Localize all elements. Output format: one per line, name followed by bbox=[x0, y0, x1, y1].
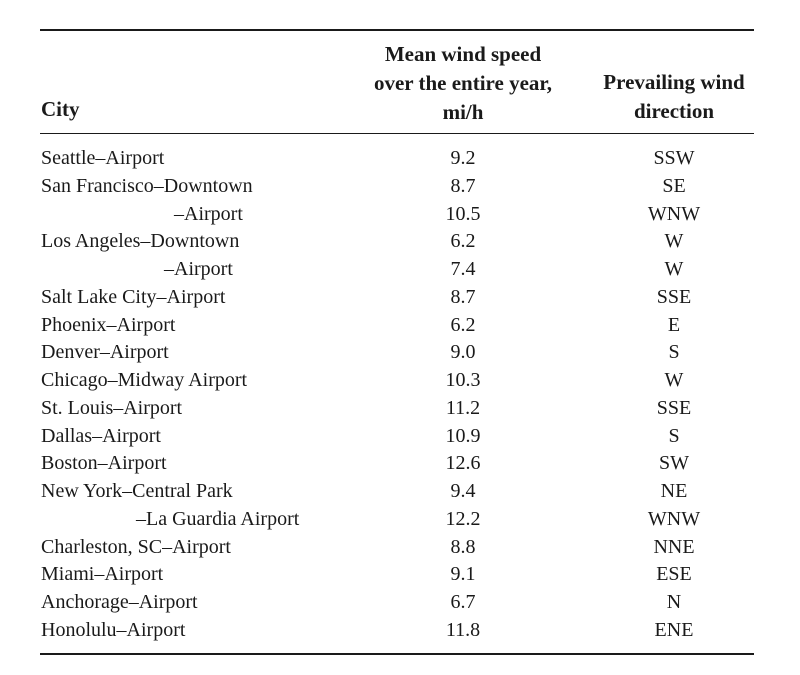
wind-speed-cell: 8.7 bbox=[450, 174, 476, 197]
city-cell: –Airport bbox=[164, 258, 233, 280]
wind-direction-cell: SSE bbox=[656, 285, 692, 308]
wind-direction-cell: S bbox=[668, 341, 680, 364]
wind-speed-cell: 11.8 bbox=[445, 618, 481, 641]
wind-direction-cell: SW bbox=[659, 452, 689, 475]
table-row bbox=[0, 534, 800, 562]
table-row bbox=[0, 201, 800, 229]
header-direction-line: Prevailing wind bbox=[603, 70, 745, 94]
city-cell: Honolulu–Airport bbox=[41, 618, 186, 641]
city-cell: Los Angeles–Downtown bbox=[41, 230, 240, 253]
table-row bbox=[0, 423, 800, 451]
table-row bbox=[0, 478, 800, 506]
city-cell: Salt Lake City–Airport bbox=[41, 285, 226, 308]
wind-direction-cell: SSW bbox=[653, 147, 695, 169]
city-cell: Miami–Airport bbox=[41, 563, 164, 586]
city-cell: Boston–Airport bbox=[41, 452, 167, 475]
wind-speed-cell: 10.9 bbox=[445, 424, 481, 447]
city-cell: –Airport bbox=[174, 202, 243, 225]
header-mean-wind-speed bbox=[350, 40, 576, 127]
wind-direction-cell: NNE bbox=[653, 535, 695, 558]
wind-speed-cell: 8.7 bbox=[450, 285, 476, 308]
wind-speed-cell: 12.6 bbox=[445, 452, 481, 475]
wind-direction-cell: S bbox=[668, 424, 680, 447]
table-row bbox=[0, 367, 800, 395]
wind-direction-cell: W bbox=[664, 230, 684, 253]
wind-speed-cell: 11.2 bbox=[445, 396, 481, 419]
city-cell: San Francisco–Downtown bbox=[41, 174, 253, 197]
wind-direction-cell: E bbox=[667, 313, 681, 336]
city-cell: Dallas–Airport bbox=[41, 424, 161, 447]
wind-speed-cell: 9.0 bbox=[450, 341, 476, 364]
city-cell: Denver–Airport bbox=[41, 341, 169, 364]
header-speed-line: mi/h bbox=[442, 100, 484, 124]
city-cell: Charleston, SC–Airport bbox=[41, 535, 231, 558]
wind-speed-cell: 6.7 bbox=[450, 591, 476, 613]
wind-direction-cell: W bbox=[664, 258, 684, 280]
table-row bbox=[0, 284, 800, 312]
wind-direction-cell: WNW bbox=[647, 202, 701, 225]
wind-speed-cell: 8.8 bbox=[450, 535, 476, 558]
table-row bbox=[0, 506, 800, 534]
wind-direction-cell: WNW bbox=[647, 507, 701, 530]
wind-speed-cell: 6.2 bbox=[450, 313, 476, 336]
wind-speed-cell: 10.5 bbox=[445, 202, 481, 225]
wind-speed-cell: 10.3 bbox=[445, 369, 481, 391]
city-cell: New York–Central Park bbox=[41, 480, 233, 502]
wind-direction-cell: N bbox=[666, 591, 682, 613]
wind-speed-cell: 9.4 bbox=[450, 480, 476, 502]
wind-direction-cell: ESE bbox=[656, 563, 692, 586]
wind-speed-cell: 12.2 bbox=[445, 507, 481, 530]
wind-speed-cell: 9.1 bbox=[450, 563, 476, 586]
header-direction-line: direction bbox=[633, 99, 715, 123]
wind-direction-cell: ENE bbox=[654, 618, 694, 641]
header-speed-line: over the entire year, bbox=[373, 71, 553, 95]
table-row bbox=[0, 561, 800, 589]
table-row bbox=[0, 312, 800, 340]
table-row bbox=[0, 450, 800, 478]
city-cell: –La Guardia Airport bbox=[136, 507, 300, 530]
table-row bbox=[0, 173, 800, 201]
table-row bbox=[0, 617, 800, 645]
wind-speed-cell: 9.2 bbox=[450, 147, 476, 169]
table-row bbox=[0, 395, 800, 423]
city-cell: Anchorage–Airport bbox=[41, 591, 198, 613]
header-speed-line: Mean wind speed bbox=[384, 42, 542, 66]
table-top-rule bbox=[40, 29, 754, 31]
table-row bbox=[0, 256, 800, 284]
table-row bbox=[0, 339, 800, 367]
header-city: City bbox=[41, 97, 80, 121]
table-header-rule bbox=[40, 133, 754, 134]
wind-speed-cell: 7.4 bbox=[450, 258, 476, 280]
table-body bbox=[0, 145, 800, 645]
table-bottom-rule bbox=[40, 653, 754, 655]
city-cell: Seattle–Airport bbox=[41, 147, 165, 169]
wind-direction-cell: SSE bbox=[656, 396, 692, 419]
table-row bbox=[0, 589, 800, 617]
header-prevailing-direction bbox=[590, 68, 758, 126]
wind-direction-cell: NE bbox=[660, 480, 688, 502]
city-cell: Chicago–Midway Airport bbox=[41, 369, 248, 391]
wind-direction-cell: SE bbox=[662, 174, 686, 197]
table-row bbox=[0, 228, 800, 256]
city-cell: St. Louis–Airport bbox=[41, 396, 183, 419]
wind-direction-cell: W bbox=[664, 369, 684, 391]
table-row bbox=[0, 145, 800, 173]
city-cell: Phoenix–Airport bbox=[41, 313, 176, 336]
wind-speed-cell: 6.2 bbox=[450, 230, 476, 253]
